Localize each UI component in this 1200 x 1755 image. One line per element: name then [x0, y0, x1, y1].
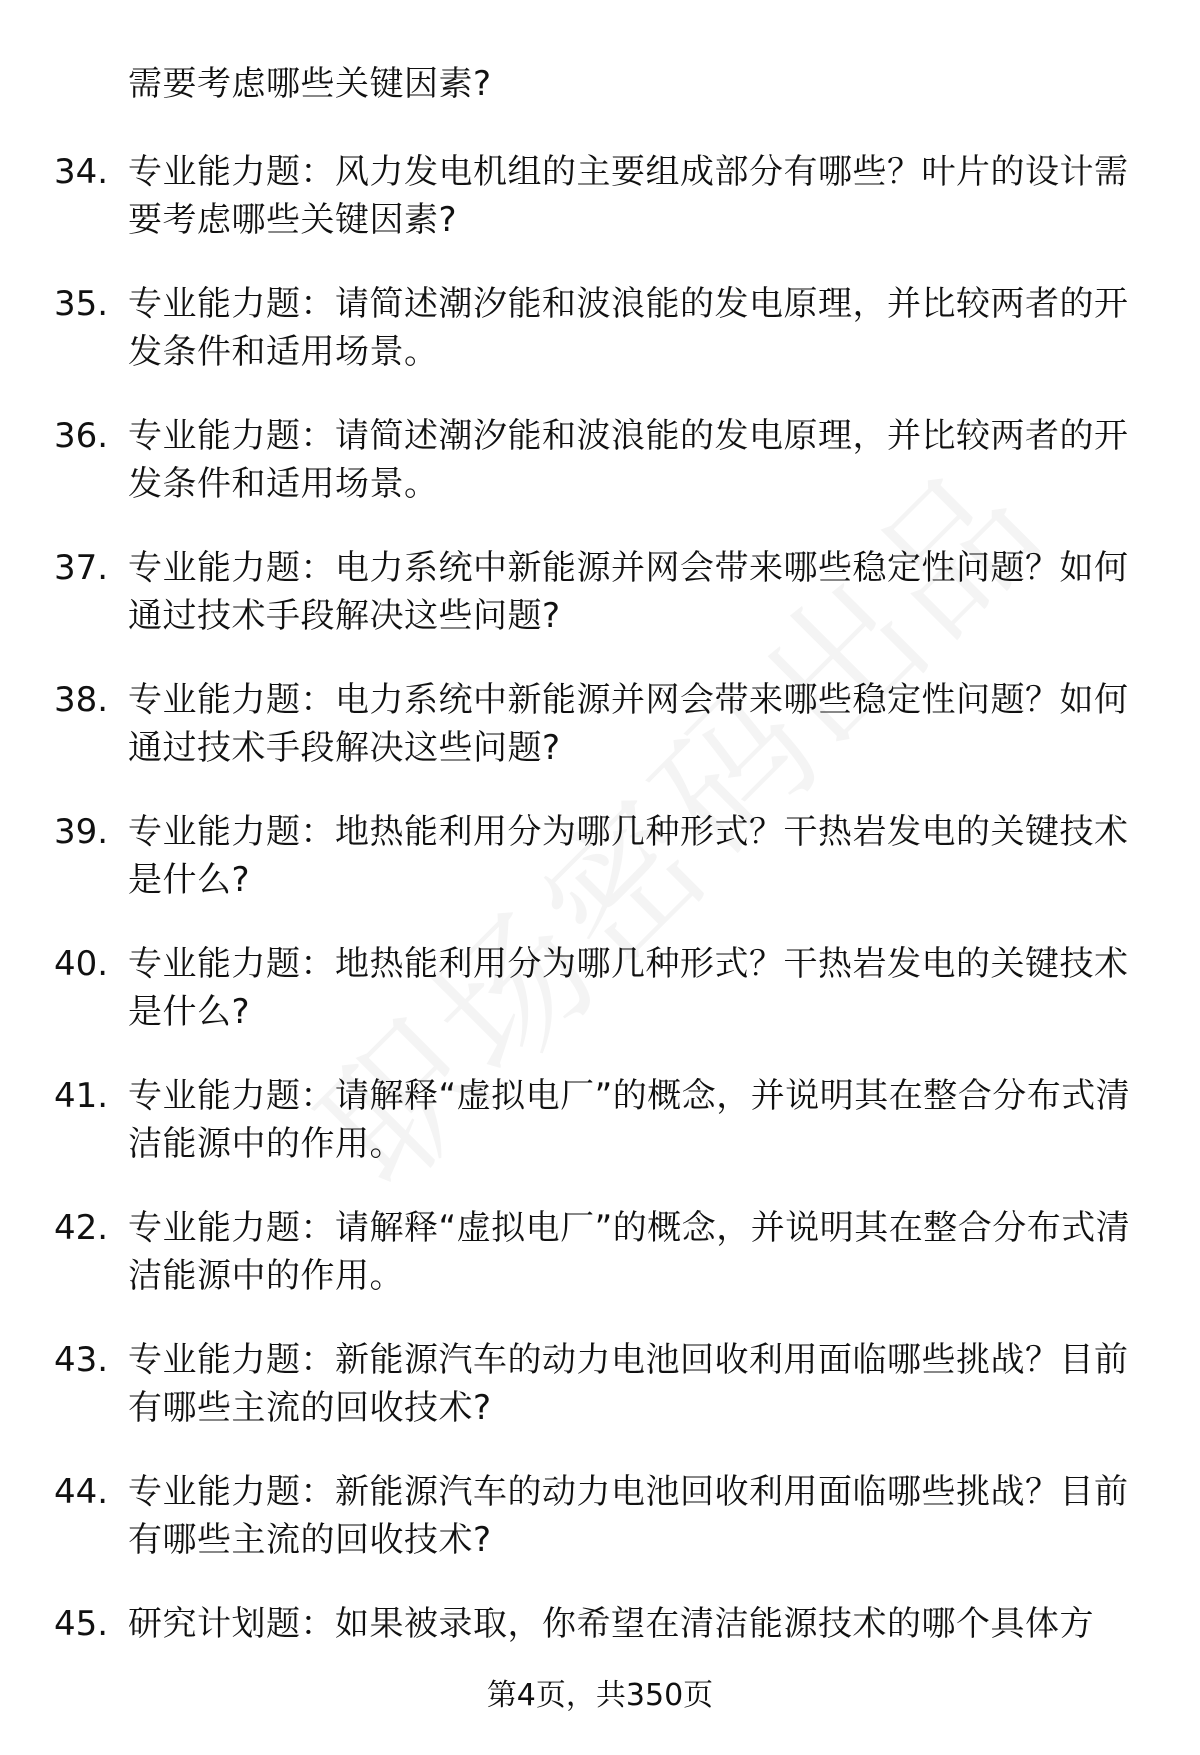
question-text: 专业能力题：地热能利用分为哪几种形式？干热岩发电的关键技术是什么? [128, 944, 1129, 1032]
question-text: 专业能力题：请简述潮汐能和波浪能的发电原理，并比较两者的开发条件和适用场景。 [128, 284, 1129, 372]
question-number: 34. [54, 152, 109, 192]
page-indicator: 第4页，共350页 [486, 1678, 714, 1713]
question-number: 41. [54, 1076, 109, 1116]
question-number: 44. [54, 1472, 109, 1512]
question-item [0, 940, 1200, 1072]
question-text: 专业能力题：电力系统中新能源并网会带来哪些稳定性问题？如何通过技术手段解决这些问题? [128, 548, 1129, 636]
question-item [0, 1204, 1200, 1336]
question-text: 专业能力题：新能源汽车的动力电池回收利用面临哪些挑战？目前有哪些主流的回收技术? [128, 1340, 1129, 1428]
question-text: 专业能力题：请简述潮汐能和波浪能的发电原理，并比较两者的开发条件和适用场景。 [128, 416, 1129, 504]
question-text: 专业能力题：电力系统中新能源并网会带来哪些稳定性问题？如何通过技术手段解决这些问题? [128, 680, 1129, 768]
question-number: 42. [54, 1208, 109, 1248]
question-item [0, 544, 1200, 676]
question-number: 38. [54, 680, 109, 720]
question-number: 37. [54, 548, 109, 588]
question-item [0, 1468, 1200, 1600]
question-text: 研究计划题：如果被录取，你希望在清洁能源技术的哪个具体方 [128, 1604, 1094, 1644]
question-item [0, 1336, 1200, 1468]
question-item [0, 148, 1200, 280]
question-number: 43. [54, 1340, 109, 1380]
question-text: 专业能力题：地热能利用分为哪几种形式？干热岩发电的关键技术是什么? [128, 812, 1129, 900]
question-item [0, 808, 1200, 940]
question-number: 45. [54, 1604, 109, 1644]
question-number: 39. [54, 812, 109, 852]
question-text: 专业能力题：新能源汽车的动力电池回收利用面临哪些挑战？目前有哪些主流的回收技术? [128, 1472, 1129, 1560]
question-text: 专业能力题：请解释“虚拟电厂”的概念，并说明其在整合分布式清洁能源中的作用。 [128, 1208, 1131, 1296]
question-item [0, 1072, 1200, 1204]
question-text: 专业能力题：风力发电机组的主要组成部分有哪些？叶片的设计需要考虑哪些关键因素? [128, 152, 1129, 240]
question-text: 专业能力题：请解释“虚拟电厂”的概念，并说明其在整合分布式清洁能源中的作用。 [128, 1076, 1131, 1164]
question-number: 35. [54, 284, 109, 324]
question-item [0, 412, 1200, 544]
question-item [0, 280, 1200, 412]
question-number: 40. [54, 944, 109, 984]
question-list [0, 148, 1200, 1732]
question-item [0, 676, 1200, 808]
question-number: 36. [54, 416, 109, 456]
question-continuation-text: 需要考虑哪些关键因素? [128, 64, 492, 104]
